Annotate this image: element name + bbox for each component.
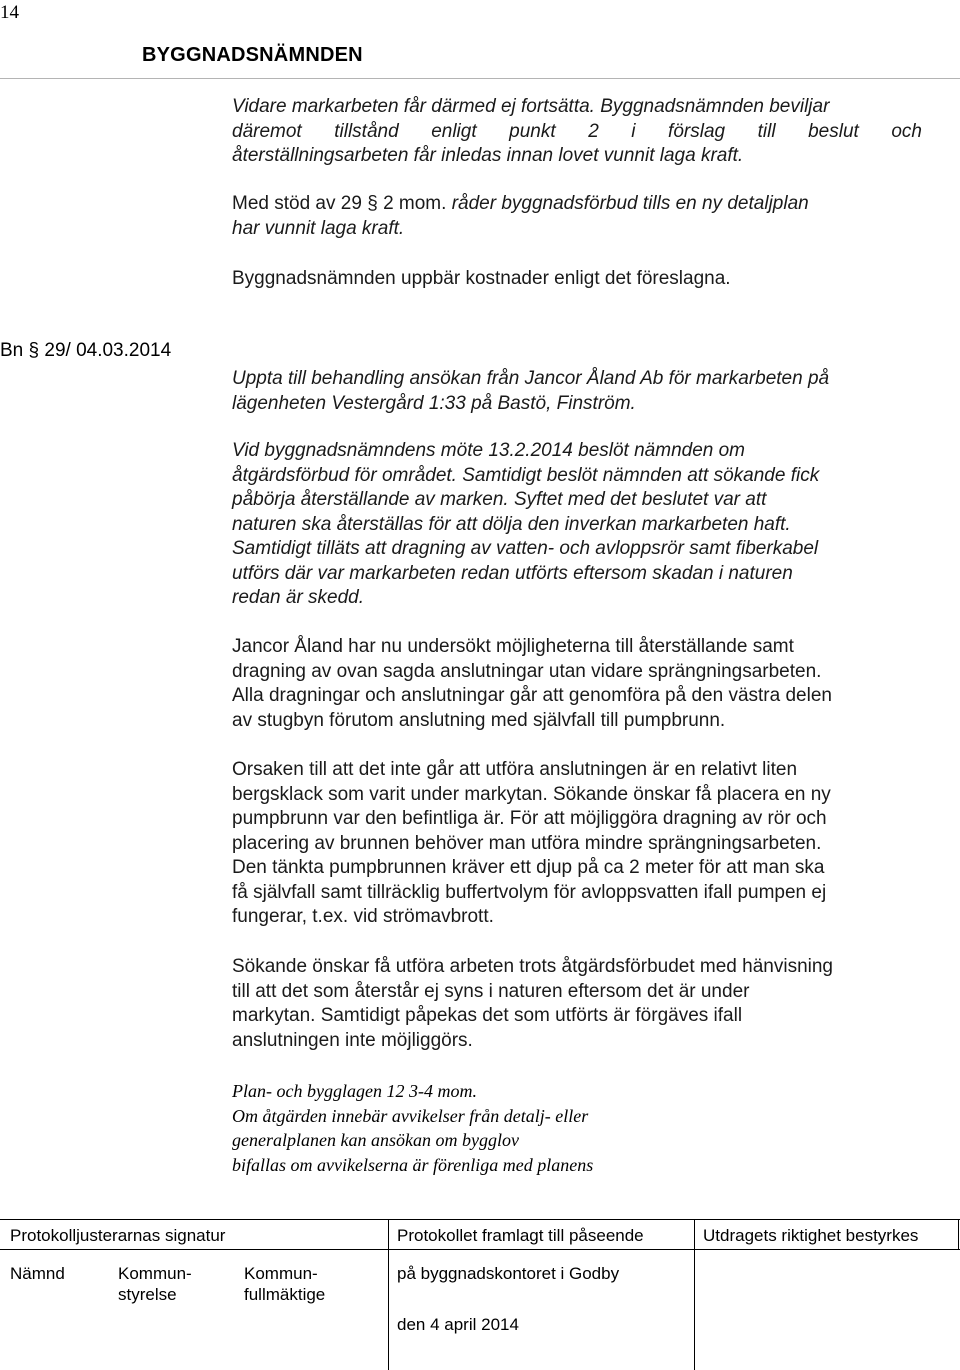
fullmaktige-label-line1: Kommun- — [244, 1264, 318, 1283]
text-line: dragning av ovan sagda anslutningar utan vidare sprängningsarbeten. — [232, 660, 822, 682]
case-number: 29/ 04.03.2014 — [44, 340, 172, 361]
table-border — [0, 1249, 960, 1250]
text-line: markytan. Samtidigt påpekas det som utförts är förgäves ifall — [232, 1005, 743, 1026]
text-fragment: råder byggnadsförbud tills en ny detaljplan — [451, 193, 809, 214]
text-line: däremot tillstånd enligt punkt 2 i förslag till beslut och — [232, 120, 922, 142]
case-prefix: Bn — [0, 340, 24, 361]
text-line: fungerar, t.ex. vid strömavbrott. — [232, 906, 494, 927]
text-line: Uppta till behandling ansökan från Jancor Åland Ab för markarbeten på — [232, 368, 830, 389]
reason-paragraph — [232, 758, 922, 930]
text-line: Samtidigt tilläts att dragning av vatten- och avloppsrör samt fiberkabel — [232, 538, 819, 559]
namnd-label: Nämnd — [10, 1264, 65, 1283]
text-line: påbörja återställande av marken. Syftet med det beslutet var att — [232, 489, 767, 510]
text-line: Plan- och bygglagen 12 3-4 mom. — [232, 1081, 477, 1101]
signature-header: Protokolljusterarnas signatur — [10, 1226, 226, 1245]
case-reference — [0, 340, 171, 362]
text-fragment: Med stöd av 29 — [232, 193, 362, 214]
text-line: Den tänkta pumpbrunnen kräver ett djup på ca 2 meter för att man ska — [232, 857, 825, 878]
text-line: lägenheten Vestergård 1:33 på Bastö, Finström. — [232, 392, 636, 414]
text-line: Orsaken till att det inte går att utföra anslutningen är en relativt liten — [232, 759, 798, 780]
text-line: utförs där var markarbeten redan utförts eftersom skadan i naturen — [232, 562, 793, 584]
text-line: Sökande önskar få utföra arbeten trots åtgärdsförbudet med hänvisning — [232, 956, 833, 977]
text-line: Vidare markarbeten får därmed ej fortsätta. Byggnadsnämnden beviljar — [232, 96, 830, 117]
section-symbol: § — [28, 340, 40, 361]
riktighet-header: Utdragets riktighet bestyrkes — [703, 1226, 919, 1245]
text-line: redan är skedd. — [232, 587, 365, 608]
investigation-paragraph — [232, 635, 922, 733]
text-fragment: 2 mom. — [383, 193, 447, 214]
framlagt-header: Protokollet framlagt till påseende — [397, 1226, 644, 1245]
text-line: åtgärdsförbud för området. Samtidigt beslöt nämnden att sökande fick — [232, 464, 820, 486]
text-line: pumpbrunn var den befintliga är. För att möjliggöra dragning av rör och — [232, 808, 827, 829]
law-reference — [232, 1079, 832, 1177]
fullmaktige-label-line2: fullmäktige — [244, 1285, 326, 1304]
text-line: bifallas om avvikelserna är förenliga med planens — [232, 1154, 594, 1175]
intro-paragraph — [232, 95, 922, 169]
styrelse-label-line1: Kommun- — [118, 1264, 192, 1283]
text-line: bergsklack som varit under markytan. Sökande önskar få placera en ny — [232, 783, 831, 805]
signature-table — [0, 1219, 960, 1370]
background-paragraph — [232, 439, 922, 611]
text-line: få självfall samt tillräcklig buffertvolym för avloppsvatten ifall pumpen ej — [232, 881, 827, 903]
text-line: Alla dragningar och anslutningar går att genomföra på den västra delen — [232, 685, 832, 706]
text-line: till att det som återstår ej syns i naturen eftersom det är under — [232, 980, 750, 1002]
request-paragraph — [232, 955, 922, 1053]
framlagt-place: på byggnadskontoret i Godby — [397, 1264, 620, 1283]
text-line: Byggnadsnämnden uppbär kostnader enligt det föreslagna. — [232, 268, 731, 289]
table-border — [694, 1219, 695, 1370]
text-line: Vid byggnadsnämndens möte 13.2.2014 beslöt nämnden om — [232, 440, 746, 461]
table-border — [0, 1219, 960, 1220]
page-number: 14 — [0, 2, 19, 23]
text-line: generalplanen kan ansökan om bygglov — [232, 1130, 519, 1150]
text-line: anslutningen inte möjliggörs. — [232, 1029, 473, 1051]
case-title — [232, 367, 922, 416]
section-symbol: § — [367, 193, 378, 214]
text-line: naturen ska återställas för att dölja den inverkan markarbeten haft. — [232, 513, 791, 535]
text-line: återställningsarbeten får inledas innan lovet vunnit laga kraft. — [232, 145, 744, 166]
table-border — [958, 1219, 959, 1249]
framlagt-date: den 4 april 2014 — [397, 1315, 519, 1334]
page-title: BYGGNADSNÄMNDEN — [142, 44, 363, 66]
text-line: placering av brunnen behöver man utföra mindre sprängningsarbeten. — [232, 832, 822, 854]
styrelse-label-line2: styrelse — [118, 1285, 177, 1304]
table-border — [388, 1219, 389, 1370]
text-line: har vunnit laga kraft. — [232, 217, 405, 239]
header-divider — [0, 78, 960, 79]
text-line: av stugbyn förutom anslutning med självfall till pumpbrunn. — [232, 709, 726, 731]
legal-basis-paragraph — [232, 192, 922, 241]
text-line: Jancor Åland har nu undersökt möjligheterna till återställande samt — [232, 636, 794, 657]
text-line: Om åtgärden innebär avvikelser från detalj- eller — [232, 1105, 589, 1126]
cost-paragraph — [232, 267, 922, 292]
